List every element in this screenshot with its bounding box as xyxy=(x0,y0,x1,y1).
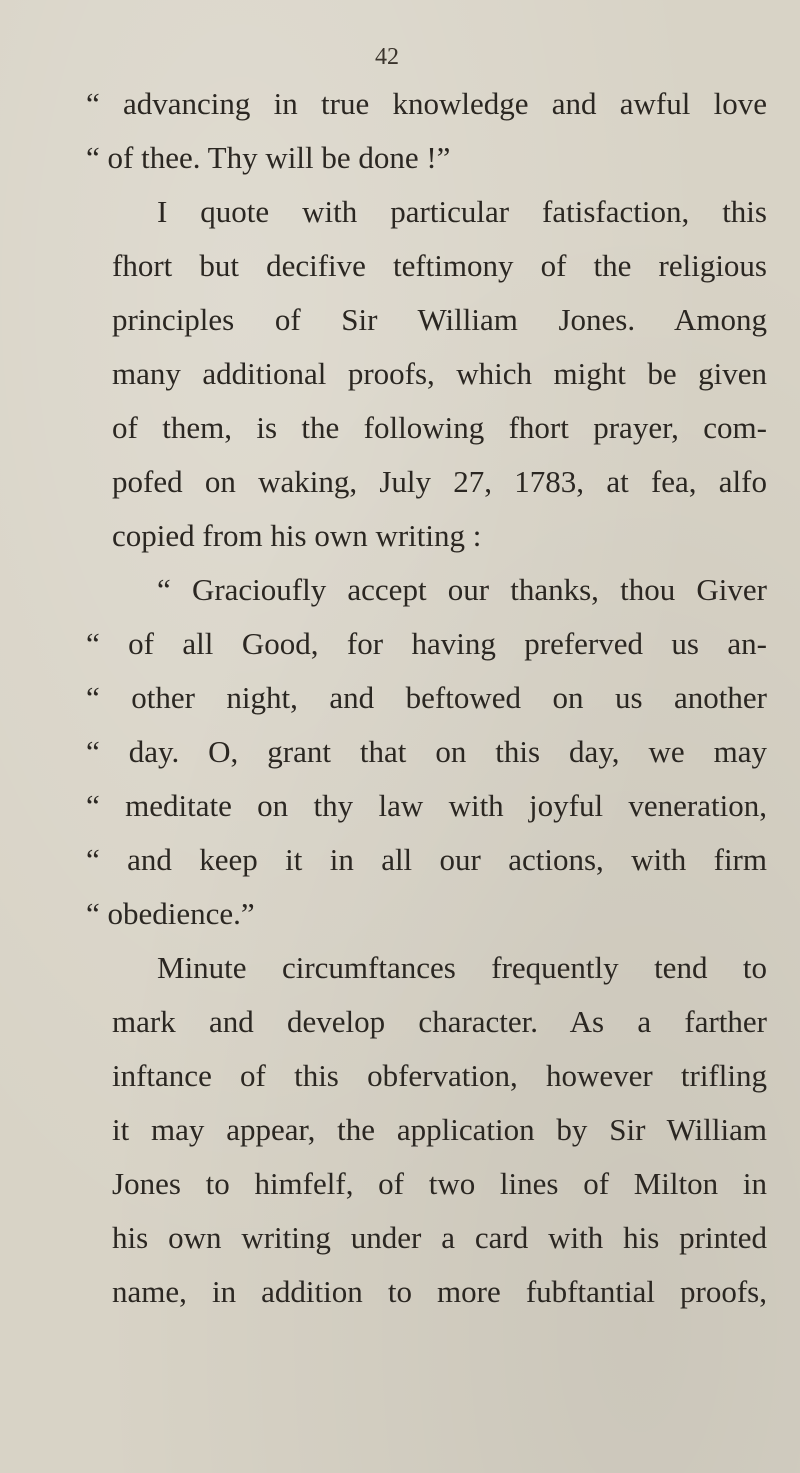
text-line: “ day. O, grant that on this day, we may xyxy=(86,734,767,769)
text-line: principles of Sir William Jones. Among xyxy=(112,302,767,337)
text-line: copied from his own writing : xyxy=(112,518,482,553)
text-line: “ meditate on thy law with joyful veneration, xyxy=(86,788,767,823)
text-line: inftance of this obfervation, however trifling xyxy=(112,1058,767,1093)
text-line: “ obedience.” xyxy=(86,896,255,931)
text-line: “ Gracioufly accept our thanks, thou Giver xyxy=(157,572,767,607)
text-line: “ of all Good, for having preferved us an- xyxy=(86,626,767,661)
text-line: “ of thee. Thy will be done !” xyxy=(86,140,451,175)
text-line: of them, is the following fhort prayer, com- xyxy=(112,410,767,445)
text-line: mark and develop character. As a farther xyxy=(112,1004,767,1039)
text-line: “ advancing in true knowledge and awful love xyxy=(86,86,767,121)
text-line: pofed on waking, July 27, 1783, at fea, alfo xyxy=(112,464,767,499)
text-line: it may appear, the application by Sir William xyxy=(112,1112,767,1147)
text-line: “ and keep it in all our actions, with firm xyxy=(86,842,767,877)
text-line: his own writing under a card with his printed xyxy=(112,1220,767,1255)
text-line: fhort but decifive teftimony of the religious xyxy=(112,248,767,283)
body-text xyxy=(86,77,767,1319)
text-line: Jones to himfelf, of two lines of Milton in xyxy=(112,1166,767,1201)
page-number: 42 xyxy=(375,44,399,70)
text-line: “ other night, and beftowed on us another xyxy=(86,680,767,715)
text-line: name, in addition to more fubftantial proofs, xyxy=(112,1274,767,1309)
text-line: Minute circumftances frequently tend to xyxy=(157,950,767,985)
text-line: I quote with particular fatisfaction, this xyxy=(157,194,767,229)
text-line: many additional proofs, which might be given xyxy=(112,356,767,391)
